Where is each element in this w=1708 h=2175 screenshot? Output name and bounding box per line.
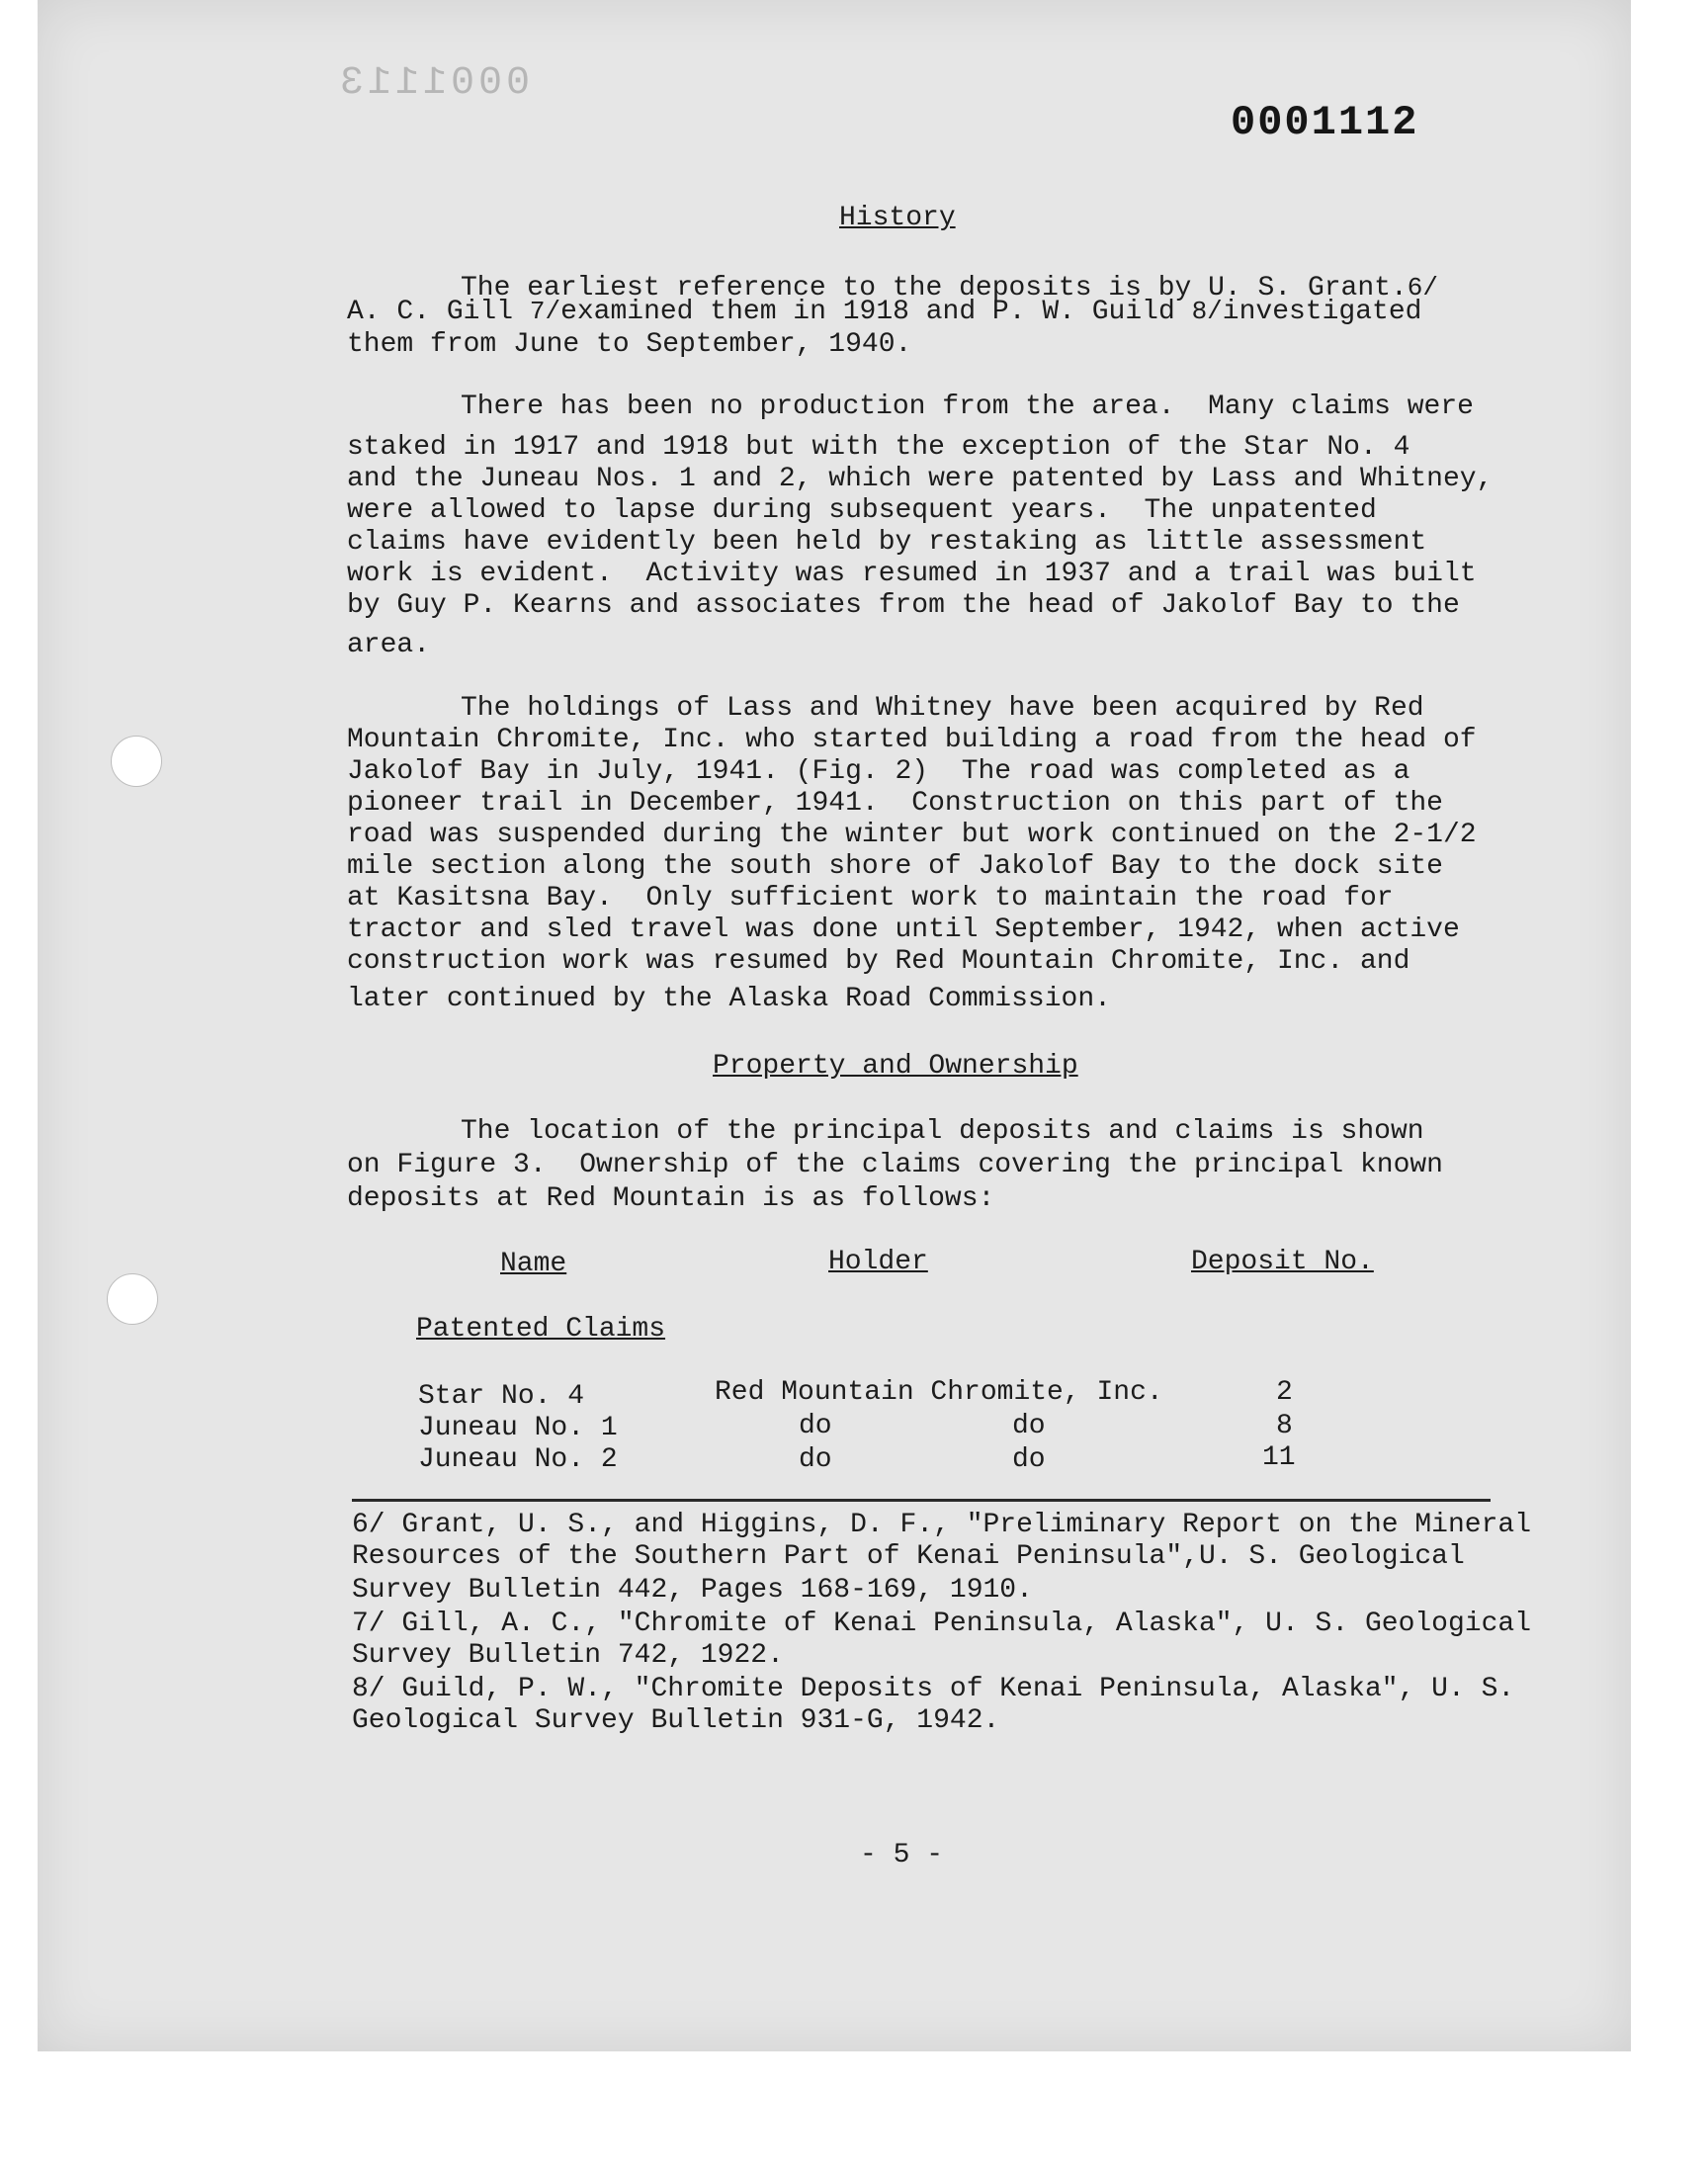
history-p3-line-1: The holdings of Lass and Whitney have been acquired by Red	[461, 693, 1424, 724]
history-p2-line-1: There has been no production from the area. Many claims were	[461, 392, 1474, 422]
footnote-8-line-1: 8/ Guild, P. W., "Chromite Deposits of Kenai Peninsula, Alaska", U. S.	[352, 1674, 1515, 1704]
history-p3-line-10: later continued by the Alaska Road Commission.	[347, 984, 1111, 1014]
punch-hole-upper	[111, 736, 162, 787]
history-p1-line-3: them from June to September, 1940.	[347, 329, 912, 360]
property-p1-line-2: on Figure 3. Ownership of the claims covering the principal known	[347, 1150, 1443, 1180]
history-p3-line-4: pioneer trail in December, 1941. Construction on this part of the	[347, 788, 1443, 819]
history-p1-line-2	[347, 295, 1421, 329]
history-p1-text-b: A. C. Gill	[347, 297, 514, 327]
property-heading: Property and Ownership	[713, 1051, 1078, 1082]
history-p2-line-5: claims have evidently been held by restaking as little assessment	[347, 527, 1427, 558]
table-row-2-name: Juneau No. 1	[418, 1413, 618, 1443]
history-p3-line-5: road was suspended during the winter but work continued on the 2-1/2	[347, 820, 1477, 850]
table-row-2-holder-2: do	[1012, 1411, 1046, 1441]
footnote-ref-7: 7/	[529, 297, 561, 326]
table-row-2-deposit: 8	[1276, 1411, 1293, 1441]
table-row-3-name: Juneau No. 2	[418, 1444, 618, 1475]
history-p2-line-6: work is evident. Activity was resumed in 1937 and a trail was built	[347, 559, 1477, 589]
history-p3-line-2: Mountain Chromite, Inc. who started building a road from the head of	[347, 725, 1477, 755]
footnote-ref-6: 6/	[1407, 273, 1438, 303]
history-p2-line-7: by Guy P. Kearns and associates from the head of Jakolof Bay to the	[347, 590, 1460, 621]
history-p2-line-4: were allowed to lapse during subsequent years. The unpatented	[347, 495, 1377, 526]
table-header-deposit: Deposit No.	[1191, 1247, 1374, 1277]
table-row-3-holder-2: do	[1012, 1444, 1046, 1475]
footnote-8-line-2: Geological Survey Bulletin 931-G, 1942.	[352, 1705, 1000, 1736]
punch-hole-lower	[107, 1273, 158, 1325]
table-header-holder: Holder	[828, 1247, 928, 1277]
history-p1-text-c: examined them in 1918 and P. W. Guild	[560, 297, 1175, 327]
history-p2-line-8: area.	[347, 630, 431, 660]
table-row-1-deposit: 2	[1276, 1377, 1293, 1408]
table-row-3-holder: do	[799, 1444, 832, 1475]
table-row-1-name: Star No. 4	[418, 1381, 585, 1412]
history-p3-line-6: mile section along the south shore of Jakolof Bay to the dock site	[347, 851, 1443, 882]
property-p1-line-1: The location of the principal deposits and claims is shown	[461, 1116, 1424, 1147]
document-number-stamp: 0001112	[1231, 99, 1419, 146]
patented-claims-label: Patented Claims	[416, 1314, 666, 1345]
property-p1-line-3: deposits at Red Mountain is as follows:	[347, 1183, 995, 1214]
footnote-6-line-2: Resources of the Southern Part of Kenai Peninsula",U. S. Geological	[352, 1541, 1465, 1572]
history-p1-text-d: investigated	[1222, 297, 1422, 327]
history-p3-line-9: construction work was resumed by Red Mountain Chromite, Inc. and	[347, 946, 1410, 977]
table-row-1-holder: Red Mountain Chromite, Inc.	[715, 1377, 1163, 1408]
history-p3-line-3: Jakolof Bay in July, 1941. (Fig. 2) The road was completed as a	[347, 756, 1410, 787]
footnote-7-line-2: Survey Bulletin 742, 1922.	[352, 1640, 784, 1671]
table-header-name: Name	[500, 1249, 567, 1279]
footnote-ref-8: 8/	[1191, 297, 1223, 326]
footnote-7-line-1: 7/ Gill, A. C., "Chromite of Kenai Peninsula, Alaska", U. S. Geological	[352, 1609, 1531, 1639]
footnote-6-line-1: 6/ Grant, U. S., and Higgins, D. F., "Preliminary Report on the Mineral	[352, 1510, 1531, 1540]
history-p2-line-3: and the Juneau Nos. 1 and 2, which were patented by Lass and Whitney,	[347, 464, 1494, 494]
footnote-separator	[352, 1499, 1491, 1502]
history-p3-line-7: at Kasitsna Bay. Only sufficient work to maintain the road for	[347, 883, 1394, 914]
table-row-2-holder: do	[799, 1411, 832, 1441]
footnote-6-line-3: Survey Bulletin 442, Pages 168-169, 1910.	[352, 1575, 1033, 1606]
page-number: - 5 -	[860, 1840, 944, 1870]
table-row-3-deposit: 11	[1262, 1442, 1296, 1473]
history-heading: History	[839, 203, 956, 233]
history-p3-line-8: tractor and sled travel was done until September, 1942, when active	[347, 914, 1460, 945]
history-p2-line-2: staked in 1917 and 1918 but with the exception of the Star No. 4	[347, 432, 1410, 463]
mirrored-stamp-number: 0001113	[336, 61, 531, 106]
history-p1-text-a: The earliest reference to the deposits is by U. S. Grant.	[461, 273, 1408, 304]
